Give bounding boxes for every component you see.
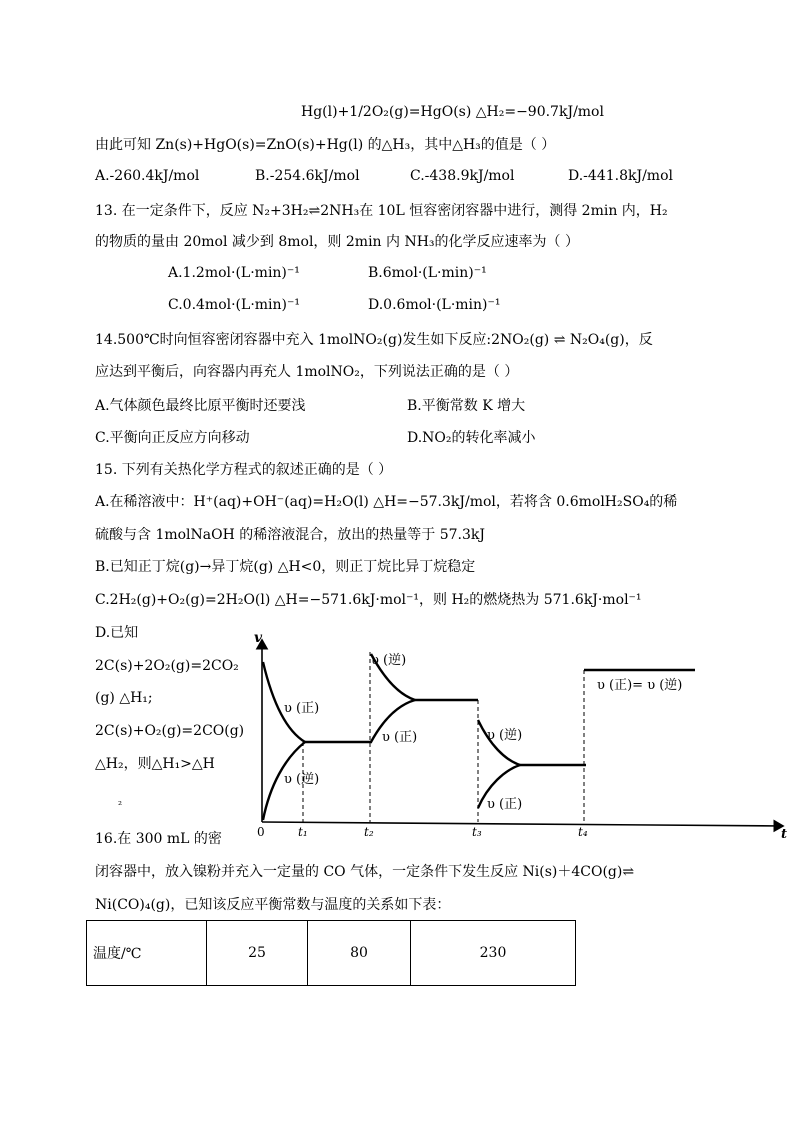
origin-label: 0 [257,825,265,839]
tick-t3: t₃ [472,825,482,839]
q14-option-d: D.NO₂的转化率减小 [407,430,536,446]
q15-option-d-line4: 2C(s)+O₂(g)=2CO(g) [95,723,245,739]
question-16-line1: 16.在 300 mL 的密 [95,831,222,847]
q15-option-a-line1: A.在稀溶液中：H⁺(aq)+OH⁻(aq)=H₂O(l) △H=−57.3kJ/mol，若将含 0.6molH₂SO₄的稀 [95,494,678,510]
rate-time-graph [240,622,794,844]
t-axis-line [262,822,783,826]
label-forward-1: υ (正) [284,701,320,716]
label-reverse-1: υ (逆) [284,772,320,787]
q15-option-d-line1: D.已知 [95,625,139,641]
tick-t1: t₁ [298,825,308,839]
q12-option-d: D.-441.8kJ/mol [568,168,673,184]
question-13-line1: 13. 在一定条件下，反应 N₂+3H₂⇌2NH₃在 10L 恒容密闭容器中进行，测得 2min 内，H₂ [95,203,668,219]
tick-t2: t₂ [364,825,374,839]
q13-option-c: C.0.4mol·(L·min)⁻¹ [168,297,301,313]
tick-t4: t₄ [578,825,588,839]
q14-option-b: B.平衡常数 K 增大 [407,398,526,414]
q12-option-b: B.-254.6kJ/mol [255,168,360,184]
q15-option-d-subscript: ₂ [118,797,123,808]
q13-option-a: A.1.2mol·(L·min)⁻¹ [168,265,300,281]
label-equal-4: υ (正)= υ (逆) [597,678,683,693]
equation-hgo: Hg(l)+1/2O₂(g)=HgO(s) △H₂=−90.7kJ/mol [301,104,604,120]
question-13-line2: 的物质的量由 20mol 减少到 8mol，则 2min 内 NH₃的化学反应速率为（ ） [95,234,579,250]
question-15-stem: 15. 下列有关热化学方程式的叙述正确的是（ ） [95,462,393,478]
label-reverse-3: υ (逆) [487,728,523,743]
table-row [87,921,576,986]
q13-option-b: B.6mol·(L·min)⁻¹ [368,265,487,281]
question-16-line3: Ni(CO)₄(g)，已知该反应平衡常数与温度的关系如下表： [95,897,451,913]
label-reverse-2: υ (逆) [371,653,407,668]
table-header-temperature: 温度/℃ [87,921,207,986]
table-cell-230: 230 [411,921,576,986]
table-cell-80: 80 [308,921,411,986]
q15-option-a-line2: 硫酸与含 1molNaOH 的稀溶液混合，放出的热量等于 57.3kJ [95,527,485,543]
question-16-line2: 闭容器中，放入镍粉并充入一定量的 CO 气体，一定条件下发生反应 Ni(s)＋4CO(g)⇌ [95,864,635,880]
q15-option-d-line3: (g) △H₁; [95,690,153,706]
q14-option-c: C.平衡向正反应方向移动 [95,430,250,446]
q14-option-a: A.气体颜色最终比原平衡时还要浅 [95,398,306,414]
q12-option-a: A.-260.4kJ/mol [95,168,200,184]
q15-option-d-line2: 2C(s)+2O₂(g)=2CO₂ [95,658,239,674]
label-forward-3: υ (正) [487,797,523,812]
t-axis-label: t [781,827,788,842]
question-12-stem: 由此可知 Zn(s)+HgO(s)=ZnO(s)+Hg(l) 的△H₃，其中△H₃的值是（ ） [95,137,556,153]
q13-option-d: D.0.6mol·(L·min)⁻¹ [368,297,501,313]
question-14-line2: 应达到平衡后，向容器内再充人 1molNO₂，下列说法正确的是（ ） [95,364,519,380]
question-14-line1: 14.500℃时向恒容密闭容器中充入 1molNO₂(g)发生如下反应:2NO₂(g) ⇌ N₂O₄(g)，反 [95,332,653,348]
label-forward-2: υ (正) [382,730,418,745]
q12-option-c: C.-438.9kJ/mol [410,168,515,184]
v-axis-label: v [254,630,263,646]
q15-option-b: B.已知正丁烷(g)→异丁烷(g) △H<0，则正丁烷比异丁烷稳定 [95,559,476,575]
q15-option-d-line5: △H₂，则△H₁>△H [95,756,215,772]
equilibrium-constant-table [86,920,576,986]
q15-option-c: C.2H₂(g)+O₂(g)=2H₂O(l) △H=−571.6kJ·mol⁻¹，则 H₂的燃烧热为 571.6kJ·mol⁻¹ [95,592,642,608]
table-cell-25: 25 [207,921,308,986]
